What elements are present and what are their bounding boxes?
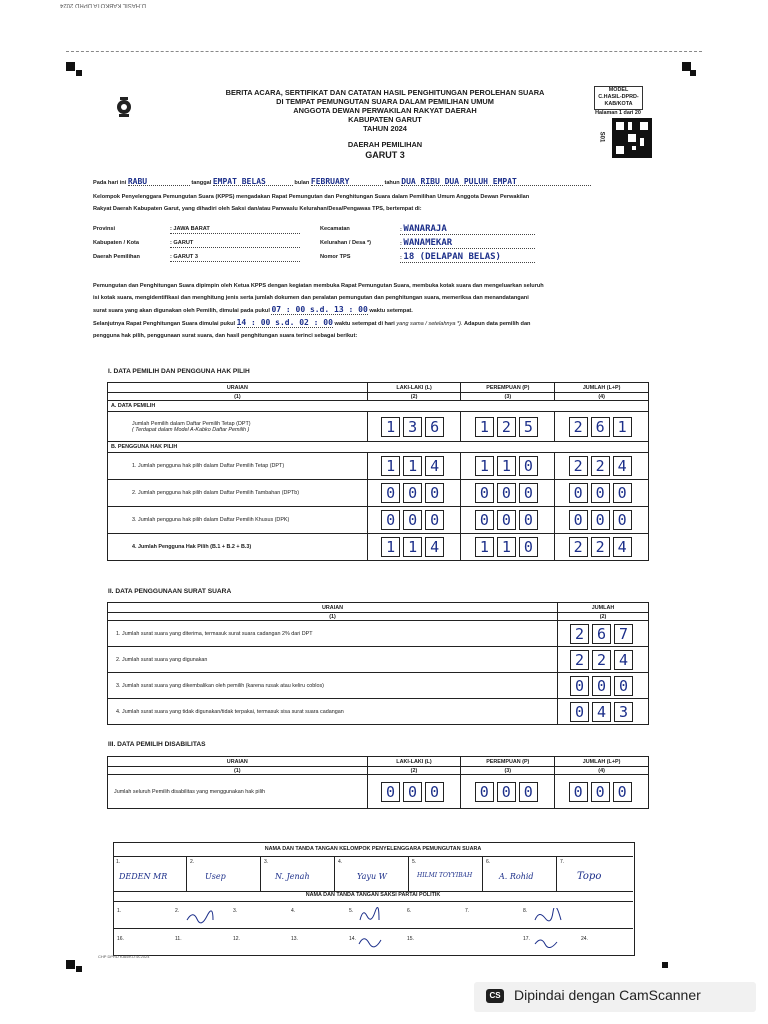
ss1-value: 2 6 7 bbox=[558, 621, 649, 647]
section-3-table: URAIAN LAKI-LAKI (L) PEREMPUAN (P) JUMLAH (L+P) (1) (2) (3) (4) Jumlah seluruh Pemilih disabilitas yang menggunakan hak pilih 0 0 0 0 0 0 0 0 0 bbox=[107, 756, 649, 809]
kabupaten-value: : GARUT bbox=[170, 240, 300, 248]
b4-jumlah: 2 2 4 bbox=[555, 534, 649, 561]
tps-label: Nomor TPS bbox=[320, 254, 351, 260]
kpps-signature-row bbox=[113, 856, 633, 892]
tps-value: : 18 (DELAPAN BELAS) bbox=[400, 254, 535, 263]
dpt-label: Jumlah Pemilih dalam Daftar Pemilih Tetap (DPT) ( Terdapat dalam Model A-Kabko Daftar Pemilih ) bbox=[108, 412, 368, 442]
b2-laki: 0 0 0 bbox=[367, 480, 461, 507]
dpt-laki: 1 3 6 bbox=[367, 412, 461, 442]
form-code: S01 bbox=[598, 131, 605, 143]
kpps-sig-7: 7. Topo bbox=[560, 859, 602, 882]
kpps-signature-title: NAMA DAN TANDA TANGAN KELOMPOK PENYELENGGARA PEMUNGUTAN SUARA bbox=[264, 846, 482, 852]
intro-text-1: Kelompok Penyelenggara Pemungutan Suara (KPPS) mengadakan Rapat Pemungutan dan Penghitungan Suara dalam Pemilihan Umum Anggota Dewan Perwakilan bbox=[93, 194, 530, 200]
doc-title-line-3: ANGGOTA DEWAN PERWAKILAN RAKYAT DAERAH bbox=[293, 106, 477, 115]
b3-label: 3. Jumlah pengguna hak pilih dalam Daftar Pemilih Khusus (DPK) bbox=[108, 507, 368, 534]
kelurahan-label: Kelurahan / Desa *) bbox=[320, 240, 371, 246]
registration-mark bbox=[662, 962, 668, 968]
footer-code: CHP DPRD KAB/KOTA 2024 bbox=[98, 954, 150, 959]
saksi-signature-mark bbox=[533, 934, 559, 950]
section-1-title: I. DATA PEMILIH DAN PENGGUNA HAK PILIH bbox=[108, 368, 250, 375]
section-3-title: III. DATA PEMILIH DISABILITAS bbox=[108, 741, 206, 748]
kecamatan-value: : WANARAJA bbox=[400, 226, 535, 235]
b4-laki: 1 1 4 bbox=[367, 534, 461, 561]
dpt-perempuan: 1 2 5 bbox=[461, 412, 555, 442]
start-time: 07 : 00 s.d. 13 : 00 bbox=[271, 305, 368, 314]
b3-perempuan: 0 0 0 bbox=[461, 507, 555, 534]
kabupaten-label: Kabupaten / Kota bbox=[93, 240, 139, 246]
b4-label: 4. Jumlah Pengguna Hak Pilih (B.1 + B.2 + B.3) bbox=[108, 534, 368, 561]
kecamatan-label: Kecamatan bbox=[320, 226, 350, 232]
daerah-pemilihan-label: DAERAH PEMILIHAN bbox=[347, 140, 423, 149]
provinsi-value: : JAWA BARAT bbox=[170, 226, 300, 234]
saksi-signature-mark bbox=[185, 910, 215, 924]
doc-title-line-1: BERITA ACARA, SERTIFIKAT DAN CATATAN HASIL PENGHITUNGAN PEROLEHAN SUARA bbox=[225, 88, 545, 97]
kpps-sig-5: 5. HILMI TOYYIBAH bbox=[409, 857, 483, 891]
section-2-table: URAIAN JUMLAH (1) (2) 1. Jumlah surat suara yang diterima, termasuk surat suara cadangan 2% dari DPT 2 6 7 2. Jumlah surat suara yang digunakan 2 2 4 3. Jumlah surat suara yang dikembalikan oleh pemilih (karena rusak atau keliru coblos) 0 0 0 4. Jumlah surat suara yang tidak digunakan/tidak terpakai, termasuk sisa surat suara cadangan 0 4 3 bbox=[107, 602, 649, 725]
ss2-value: 2 2 4 bbox=[558, 647, 649, 673]
b4-perempuan: 1 1 0 bbox=[461, 534, 555, 561]
tahun-value: DUA RIBU DUA PULUH EMPAT bbox=[401, 178, 591, 186]
ss3-label: 3. Jumlah surat suara yang dikembalikan oleh pemilih (karena rusak atau keliru coblos) bbox=[108, 673, 558, 699]
kpu-logo-icon bbox=[115, 96, 133, 118]
disabilitas-laki: 0 0 0 bbox=[367, 775, 461, 809]
b1-perempuan: 1 1 0 bbox=[461, 453, 555, 480]
b1-label: 1. Jumlah pengguna hak pilih dalam Daftar Pemilih Tetap (DPT) bbox=[108, 453, 368, 480]
kpps-sig-3: 3. N. Jenah bbox=[261, 857, 335, 891]
camscanner-text: Dipindai dengan CamScanner bbox=[514, 987, 701, 1003]
top-cut-text: D.HASIL KABKOTA DPRD 2024 bbox=[60, 2, 147, 8]
procedure-text-3: surat suara yang akan digunakan oleh Pemilih, dimulai pada pukul 07 : 00 s.d. 13 : 00 waktu setempat. bbox=[93, 305, 413, 314]
model-box: MODEL C.HASIL-DPRD- KAB/KOTA bbox=[594, 86, 643, 110]
daerah-pemilihan-value: GARUT 3 bbox=[365, 150, 405, 160]
bulan-value: FEBRUARY bbox=[311, 178, 383, 186]
doc-title-line-2: DI TEMPAT PEMUNGUTAN SUARA DALAM PEMILIHAN UMUM bbox=[276, 97, 494, 106]
page-number: Halaman 1 dari 20 bbox=[595, 110, 641, 116]
b3-laki: 0 0 0 bbox=[367, 507, 461, 534]
saksi-signature-grid: 1. 2. 3. 4. 5. 6. 7. 8. 16. 11. 12. 13. 14. 15. 17. 24. bbox=[113, 901, 633, 955]
kelurahan-value: : WANAMEKAR bbox=[400, 240, 535, 249]
doc-title-line-4: KABUPATEN GARUT bbox=[348, 115, 422, 124]
b3-jumlah: 0 0 0 bbox=[555, 507, 649, 534]
section-1a-title: A. DATA PEMILIH bbox=[108, 401, 649, 412]
procedure-text-2: isi kotak suara, mengidentifikasi dan menghitung jenis serta jumlah dokumen dan peralatan pemungutan dan penghitungan suara, memeriksa dan menandatangani bbox=[93, 295, 529, 301]
section-1-table: URAIAN LAKI-LAKI (L) PEREMPUAN (P) JUMLAH (L+P) (1) (2) (3) (4) A. DATA PEMILIH Jumlah Pemilih dalam Daftar Pemilih Tetap (DPT) ( Terdapat dalam Model A-Kabko Daftar Pemilih ) 1 3 6 1 2 5 2 6 1 B. PENGGUNA HAK PILIH 1. Jumlah pengguna hak pilih dalam Daftar Pemilih Tetap (DPT) 1 1 4 1 1 0 2 2 4 2. Jumlah pengguna hak pilih dalam Daftar Pemilih Tambahan (DPTb) 0 0 0 0 0 0 0 0 0 3. Jumlah pengguna hak pilih dalam Daftar Pemilih Khusus (DPK) 0 0 0 0 0 0 0 0 0 4. Jumlah Pengguna Hak Pilih (B.1 + B.2 + B.3) 1 1 4 1 1 0 2 2 4 bbox=[107, 382, 649, 561]
saksi-signature-mark bbox=[357, 906, 381, 924]
b1-jumlah: 2 2 4 bbox=[555, 453, 649, 480]
b2-label: 2. Jumlah pengguna hak pilih dalam Daftar Pemilih Tambahan (DPTb) bbox=[108, 480, 368, 507]
ss4-value: 0 4 3 bbox=[558, 699, 649, 725]
registration-mark bbox=[66, 960, 75, 969]
saksi-signature-mark bbox=[533, 908, 563, 924]
ss2-label: 2. Jumlah surat suara yang digunakan bbox=[108, 647, 558, 673]
procedure-text-4: Selanjutnya Rapat Penghitungan Suara dimulai pukul 14 : 00 s.d. 02 : 00 waktu setempat di hari yang sama / setelahnya *). Adapun data pemilih dan bbox=[93, 318, 531, 327]
saksi-signature-title: NAMA DAN TANDA TANGAN SAKSI PARTAI POLITIK bbox=[305, 892, 441, 898]
tanggal-value: EMPAT BELAS bbox=[213, 178, 293, 186]
section-1b-title: B. PENGGUNA HAK PILIH bbox=[108, 442, 649, 453]
kpps-sig-1: 1. DEDEN MR bbox=[113, 857, 187, 891]
registration-mark bbox=[66, 62, 75, 71]
section-2-title: II. DATA PENGGUNAAN SURAT SUARA bbox=[108, 588, 232, 595]
intro-text-2: Rakyat Daerah Kabupaten Garut, yang dihadiri oleh Saksi dan/atau Panwaslu Kelurahan/Desa/Pengawas TPS, bertempat di: bbox=[93, 206, 422, 212]
disabilitas-label: Jumlah seluruh Pemilih disabilitas yang menggunakan hak pilih bbox=[108, 775, 368, 809]
camscanner-logo-icon: CS bbox=[486, 989, 504, 1003]
kpps-sig-6: 6. A. Rohid bbox=[483, 857, 557, 891]
qr-code-icon bbox=[612, 118, 652, 158]
doc-title-line-5: TAHUN 2024 bbox=[363, 124, 407, 133]
registration-mark bbox=[690, 70, 696, 76]
date-line: Pada hari ini RABU tanggal EMPAT BELAS bulan FEBRUARY tahun DUA RIBU DUA PULUH EMPAT bbox=[93, 178, 653, 187]
disabilitas-perempuan: 0 0 0 bbox=[461, 775, 555, 809]
b2-perempuan: 0 0 0 bbox=[461, 480, 555, 507]
registration-mark bbox=[76, 70, 82, 76]
ss4-label: 4. Jumlah surat suara yang tidak digunakan/tidak terpakai, termasuk sisa surat suara cadangan bbox=[108, 699, 558, 725]
kpps-sig-4: 4. Yayu W bbox=[335, 857, 409, 891]
b2-jumlah: 0 0 0 bbox=[555, 480, 649, 507]
ss1-label: 1. Jumlah surat suara yang diterima, termasuk surat suara cadangan 2% dari DPT bbox=[108, 621, 558, 647]
cut-line bbox=[66, 51, 702, 52]
provinsi-label: Provinsi bbox=[93, 226, 116, 232]
dpt-jumlah: 2 6 1 bbox=[555, 412, 649, 442]
dapil-label: Daerah Pemilihan bbox=[93, 254, 140, 260]
kpps-sig-2: 2. Usep bbox=[187, 857, 261, 891]
disabilitas-jumlah: 0 0 0 bbox=[555, 775, 649, 809]
count-time: 14 : 00 s.d. 02 : 00 bbox=[236, 318, 333, 327]
saksi-signature-mark bbox=[357, 932, 383, 950]
procedure-text-5: pengguna hak pilih, penggunaan surat suara, dan hasil penghitungan suara terinci sebagai berikut: bbox=[93, 333, 358, 339]
procedure-text-1: Pemungutan dan Penghitungan Suara dipimpin oleh Ketua KPPS dengan kegiatan membuka Rapat Pemungutan Suara, membuka kotak suara dan mengeluarkan seluruh bbox=[93, 283, 544, 289]
ss3-value: 0 0 0 bbox=[558, 673, 649, 699]
b1-laki: 1 1 4 bbox=[367, 453, 461, 480]
hari-value: RABU bbox=[128, 178, 190, 186]
dapil-value: : GARUT 3 bbox=[170, 254, 300, 262]
registration-mark bbox=[76, 966, 82, 972]
